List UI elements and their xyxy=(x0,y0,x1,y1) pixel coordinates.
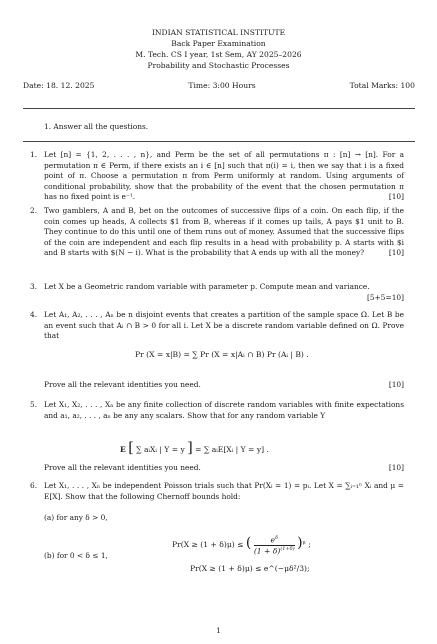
equation-q6a: Pr(X ≥ (1 + δ)μ) ≤ ( $\frac{e^\delta}{(1 + \delta)^{(1+\delta)}}$ )$^\mu$ ; xyxy=(172,535,311,556)
question-marks: [10] xyxy=(388,463,404,472)
course-line: M. Tech. CS I year, 1st Sem, AY 2025–2026 xyxy=(135,50,302,59)
question-text: Let A₁, A₂, . . . , Aₙ be n disjoint events that creates a partition of the sample space Ω. Let B be an event such that Aᵢ ∩ B > 0 for all i. Let X be a discrete random variable defined on Ω. Prove that xyxy=(44,310,404,341)
question-number: 4. xyxy=(30,310,38,319)
question-6 xyxy=(30,481,404,502)
question-number: 6. xyxy=(30,481,38,490)
exam-type: Back Paper Examination xyxy=(171,39,266,48)
institute-title: INDIAN STATISTICAL INSTITUTE xyxy=(151,28,286,37)
equation-text: Pr(X ≥ (1 + δ)μ) ≤ xyxy=(172,540,244,550)
equation-text: Pr(X ≥ (1 + δ)μ) ≤ e^(−μδ²/3); xyxy=(190,564,310,573)
question-5 xyxy=(30,400,404,421)
question-number: 1. xyxy=(30,150,38,159)
equation-rhs: = ∑ aᵢE[Xᵢ | Y = y] . xyxy=(195,445,269,454)
instruction-text: 1. Answer all the questions. xyxy=(44,122,149,131)
question-number: 2. xyxy=(30,206,38,215)
equation-text: Pr (X = x|B) = ∑ Pr (X = x|Aᵢ ∩ B) Pr (Aᵢ | B) . xyxy=(135,350,309,359)
divider-top xyxy=(23,108,415,109)
question-4 xyxy=(30,310,404,342)
question-marks: [10] xyxy=(388,248,404,258)
part-label: (a) for any δ > 0, xyxy=(44,513,108,522)
equation-q6b xyxy=(190,564,310,573)
equation-inner: aᵢXᵢ | Y = y xyxy=(143,445,185,454)
page-number: 1 xyxy=(216,626,221,635)
question-after-text: Prove all the relevant identities you need. xyxy=(44,463,201,472)
question-number: 5. xyxy=(30,400,38,409)
question-text: Let [n] = {1, 2, . . . , n}, and Perm be the set of all permutations π : [n] → [n]. For a permutation π ∈ Perm, if there exists an i ∈ [n] such that π(i) = i, then we say that i is a fixed point of π. Choose a permutation π from Perm uniformly at random. Using arguments of conditional probability, show that the probability of the event that the chosen permutation π has no fixed point is e⁻¹. xyxy=(44,150,404,202)
question-number: 3. xyxy=(30,282,38,291)
question-3 xyxy=(30,282,404,303)
question-text: Two gamblers, A and B, bet on the outcomes of successive flips of a coin. On each flip, if the coin comes up heads, A collects $1 from B, whereas if it comes up tails, A pays $1 unit to B. They continue to do this until one of them runs out of money. Assumed that the successive flips of the coin are independent and each flip results in a head with probability p. A starts with $i and B starts with $(N − i). What is the probability that A ends up with all the money? xyxy=(44,206,404,258)
question-marks: [5+5=10] xyxy=(367,292,404,302)
question-after-text: Prove all the relevant identities you need. xyxy=(44,380,201,389)
question-marks: [10] xyxy=(388,380,404,389)
equation-q5: E [ ∑ aᵢXᵢ | Y = y ] = ∑ aᵢE[Xᵢ | Y = y] . xyxy=(120,440,269,456)
exam-time: Time: 3:00 Hours xyxy=(188,81,256,90)
question-text: Let X₁, X₂, . . . , Xₙ be any finite collection of discrete random variables with finite expectations and a₁, a₂, . . . , aₙ be any any scalars. Show that for any random variable Y xyxy=(44,400,404,420)
question-text: Let X₁, . . . , Xₙ be independent Poisson trials such that Pr(Xᵢ = 1) = pᵢ. Let X = ∑ᵢ₌₁ⁿ Xᵢ and μ = E[X]. Show that the following Chernoff bounds hold: xyxy=(44,481,404,501)
question-2 xyxy=(30,206,404,259)
question-marks: [10] xyxy=(388,192,404,202)
instruction xyxy=(30,122,404,133)
question-5-footer xyxy=(30,463,404,474)
part-label: (b) for 0 < δ ≤ 1, xyxy=(44,551,108,560)
equation-q4 xyxy=(135,350,309,359)
question-6-part-b xyxy=(30,551,404,562)
question-4-footer xyxy=(30,380,404,391)
question-text: Let X be a Geometric random variable with parameter p. Compute mean and variance. xyxy=(44,282,370,291)
subject-line: Probability and Stochastic Processes xyxy=(147,61,290,70)
expectation-symbol: E xyxy=(120,445,126,454)
total-marks: Total Marks: 100 xyxy=(349,81,415,90)
exam-meta-row xyxy=(23,81,415,90)
divider-bottom xyxy=(23,141,415,142)
question-6-part-a xyxy=(30,513,404,524)
exam-date: Date: 18. 12. 2025 xyxy=(23,81,95,90)
question-1 xyxy=(30,150,404,203)
